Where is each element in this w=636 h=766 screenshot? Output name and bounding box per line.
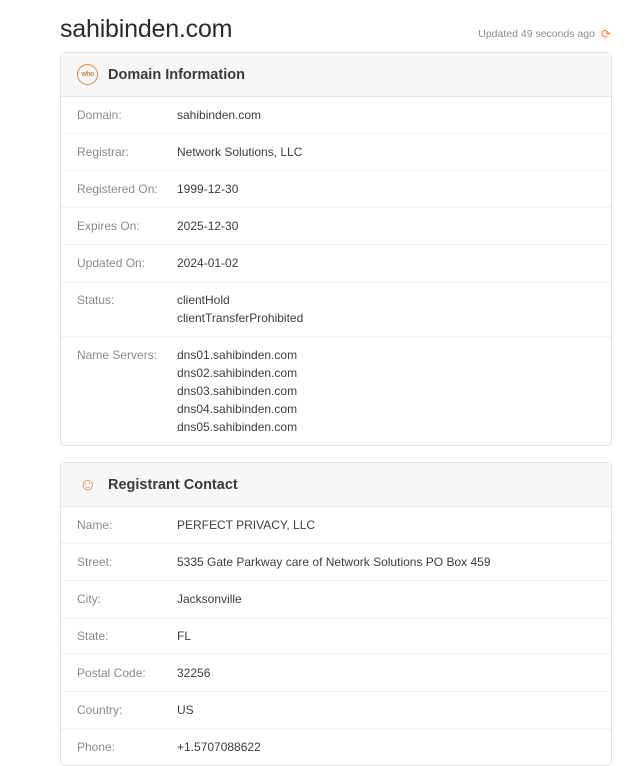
row-label: Name:	[77, 518, 113, 532]
row-value	[177, 701, 595, 719]
card-header-registrant-contact	[61, 463, 611, 507]
person-icon: ☺	[79, 475, 96, 494]
whois-icon: who	[77, 64, 98, 85]
table-row	[61, 544, 611, 581]
row-label: Registered On:	[77, 182, 158, 196]
row-value-line: FL	[177, 629, 192, 643]
row-label: Status:	[77, 293, 115, 307]
row-value-line: 5335 Gate Parkway care of Network Solutions PO Box 459	[177, 555, 491, 569]
row-value-line: 2025-12-30	[177, 219, 239, 233]
row-value-line: dns03.sahibinden.com	[177, 384, 298, 398]
row-value	[177, 738, 595, 756]
table-row	[61, 245, 611, 282]
table-row	[61, 171, 611, 208]
row-value-line: clientTransferProhibited	[177, 311, 304, 325]
row-value	[177, 664, 595, 682]
table-row	[61, 618, 611, 655]
row-label: City:	[77, 592, 101, 606]
updated-label: Updated 49 seconds ago	[478, 28, 595, 40]
row-value-line: dns04.sahibinden.com	[177, 402, 298, 416]
updated-status	[478, 28, 612, 42]
row-label: State:	[77, 629, 109, 643]
row-value-line: 1999-12-30	[177, 182, 239, 196]
table-row	[61, 134, 611, 171]
row-value	[177, 106, 595, 124]
row-value-line: dns02.sahibinden.com	[177, 366, 298, 380]
row-label: Postal Code:	[77, 666, 146, 680]
row-label: Updated On:	[77, 256, 146, 270]
row-value-line: clientHold	[177, 293, 230, 307]
table-row	[61, 729, 611, 765]
page-title: sahibinden.com	[60, 15, 233, 43]
row-value-line: 32256	[177, 666, 211, 680]
row-value	[177, 553, 595, 571]
row-value-line: US	[177, 703, 194, 717]
row-value	[177, 254, 595, 272]
table-row	[61, 507, 611, 544]
table-row	[61, 208, 611, 245]
card-title: Domain Information	[108, 66, 245, 83]
refresh-icon[interactable]: ⟳	[600, 27, 612, 41]
table-row	[61, 97, 611, 134]
table-row	[61, 692, 611, 729]
table-row	[61, 655, 611, 692]
row-value-line: sahibinden.com	[177, 108, 262, 122]
registrant-contact-card	[60, 462, 612, 766]
row-value	[177, 143, 595, 161]
page-header	[0, 0, 636, 52]
row-value	[177, 590, 595, 608]
row-value-line: PERFECT PRIVACY, LLC	[177, 518, 316, 532]
row-label: Expires On:	[77, 219, 140, 233]
table-row	[61, 337, 611, 445]
row-value	[177, 180, 595, 198]
row-value	[177, 516, 595, 534]
row-value	[177, 291, 595, 327]
row-value-line: dns01.sahibinden.com	[177, 348, 298, 362]
row-value	[177, 346, 595, 436]
row-value	[177, 627, 595, 645]
table-row	[61, 282, 611, 337]
row-value-line: Jacksonville	[177, 592, 242, 606]
row-value-line: dns05.sahibinden.com	[177, 420, 298, 434]
row-value-line: +1.5707088622	[177, 740, 261, 754]
row-label: Name Servers:	[77, 348, 158, 362]
row-label: Country:	[77, 703, 123, 717]
row-label: Phone:	[77, 740, 116, 754]
row-value-line: 2024-01-02	[177, 256, 239, 270]
row-label: Street:	[77, 555, 113, 569]
row-value	[177, 217, 595, 235]
domain-information-card	[60, 52, 612, 446]
card-header-domain-information	[61, 53, 611, 97]
row-value-line: Network Solutions, LLC	[177, 145, 303, 159]
row-label: Domain:	[77, 108, 122, 122]
table-row	[61, 581, 611, 618]
row-label: Registrar:	[77, 145, 130, 159]
card-title: Registrant Contact	[108, 476, 238, 493]
